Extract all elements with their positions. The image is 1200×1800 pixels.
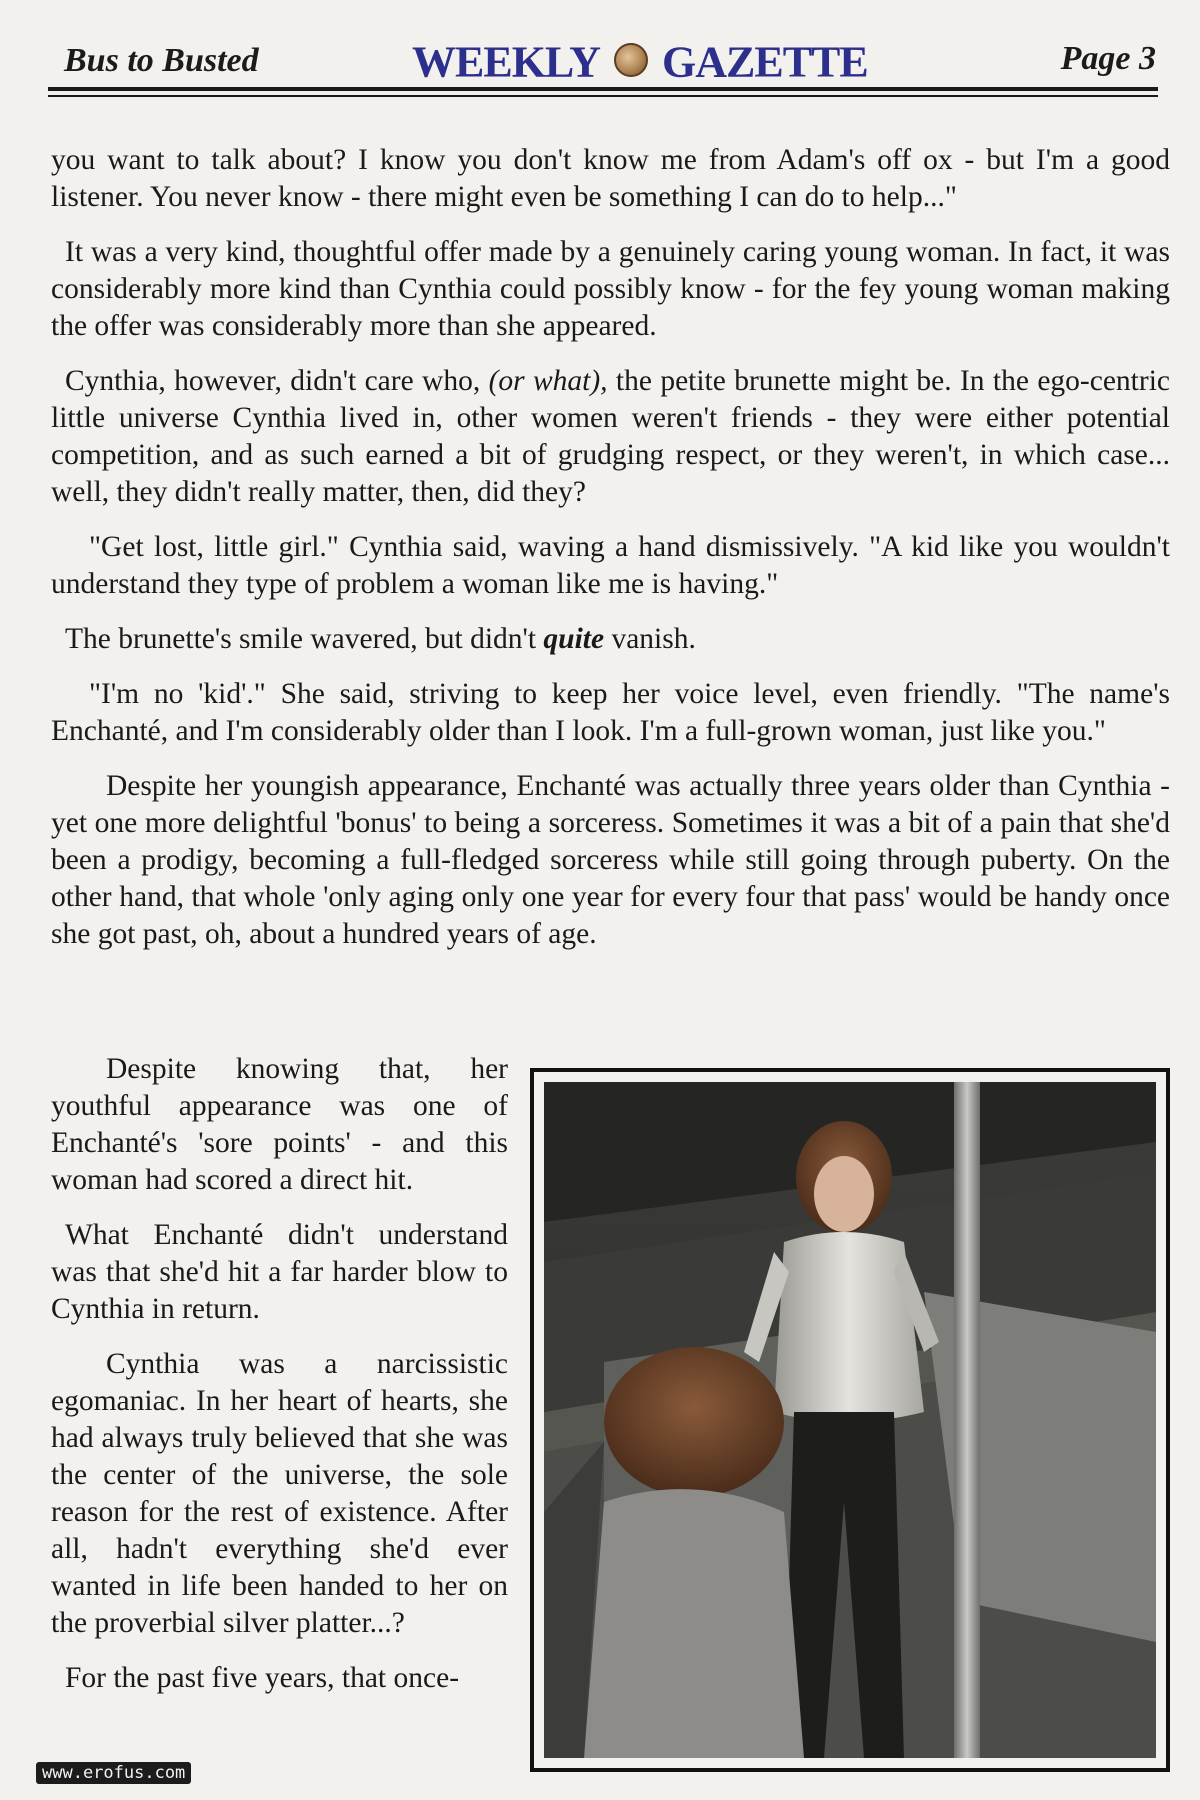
masthead bbox=[412, 32, 868, 87]
or-what-emphasis: (or what), bbox=[488, 365, 608, 397]
paragraph-3: Cynthia, however, didn't care who, (or what), the petite brunette might be. In the ego-centric little universe Cynthia lived in, other women weren't friends - they were either potential competition, and as such earned a bit of grudging respect, or they weren't, in which case... well, they didn't really matter, then, did they? bbox=[51, 365, 1170, 508]
column-paragraph-2: What Enchanté didn't understand was that she'd hit a far harder blow to Cynthia in return. bbox=[51, 1219, 508, 1325]
column-paragraph-3: Cynthia was a narcissistic egomaniac. In her heart of hearts, she had always truly believed that she was the center of the universe, the sole reason for the rest of existence. After all, hadn't everything she'd ever wanted in life been handed to her on the proverbial silver platter...? bbox=[51, 1348, 508, 1639]
header-rule-thin bbox=[48, 95, 1158, 97]
story-illustration bbox=[530, 1068, 1170, 1772]
masthead-weekly: WEEKLY bbox=[412, 37, 601, 87]
gazette-seal-icon bbox=[614, 43, 648, 77]
paragraph-6: "I'm no 'kid'." She said, striving to keep her voice level, even friendly. "The name's Enchanté, and I'm considerably older than I look. I'm a full-grown woman, just like you." bbox=[51, 678, 1170, 747]
page-header bbox=[48, 30, 1156, 87]
series-title: Bus to Busted bbox=[64, 42, 259, 79]
paragraph-1: you want to talk about? I know you don't know me from Adam's off ox - but I'm a good listener. You never know - there might even be something I can do to help..." bbox=[51, 144, 1170, 213]
site-watermark: www.erofus.com bbox=[36, 1762, 191, 1784]
illustration-image bbox=[544, 1082, 1156, 1758]
paragraph-2: It was a very kind, thoughtful offer made by a genuinely caring young woman. In fact, it was considerably more kind than Cynthia could possibly know - for the fey young woman making the offer was considerably more than she appeared. bbox=[51, 236, 1170, 342]
bus-scene-illustration bbox=[544, 1082, 1156, 1758]
paragraph-4: "Get lost, little girl." Cynthia said, waving a hand dismissively. "A kid like you wouldn't understand they type of problem a woman like me is having." bbox=[51, 531, 1170, 600]
paragraph-7: Despite her youngish appearance, Enchanté was actually three years older than Cynthia - yet one more delightful 'bonus' to being a sorceress. Sometimes it was a bit of a pain that she'd been a prodigy, becoming a full-fledged sorceress while still going through puberty. On the other hand, that whole 'only aging only one year for every four that pass' would be handy once she got past, oh, about a hundred years of age. bbox=[51, 770, 1170, 950]
article-body bbox=[51, 142, 1170, 971]
column-paragraph-4: For the past five years, that once- bbox=[65, 1662, 460, 1694]
column-paragraph-1: Despite knowing that, her youthful appearance was one of Enchanté's 'sore points' - and this woman had scored a direct hit. bbox=[51, 1053, 508, 1196]
side-column bbox=[51, 1051, 508, 1715]
page-number: Page 3 bbox=[1060, 40, 1156, 77]
header-rule-thick bbox=[48, 87, 1158, 91]
quite-emphasis: quite bbox=[543, 623, 605, 655]
masthead-gazette: GAZETTE bbox=[662, 37, 868, 87]
paragraph-5: The brunette's smile wavered, but didn't quite vanish. bbox=[65, 623, 696, 655]
